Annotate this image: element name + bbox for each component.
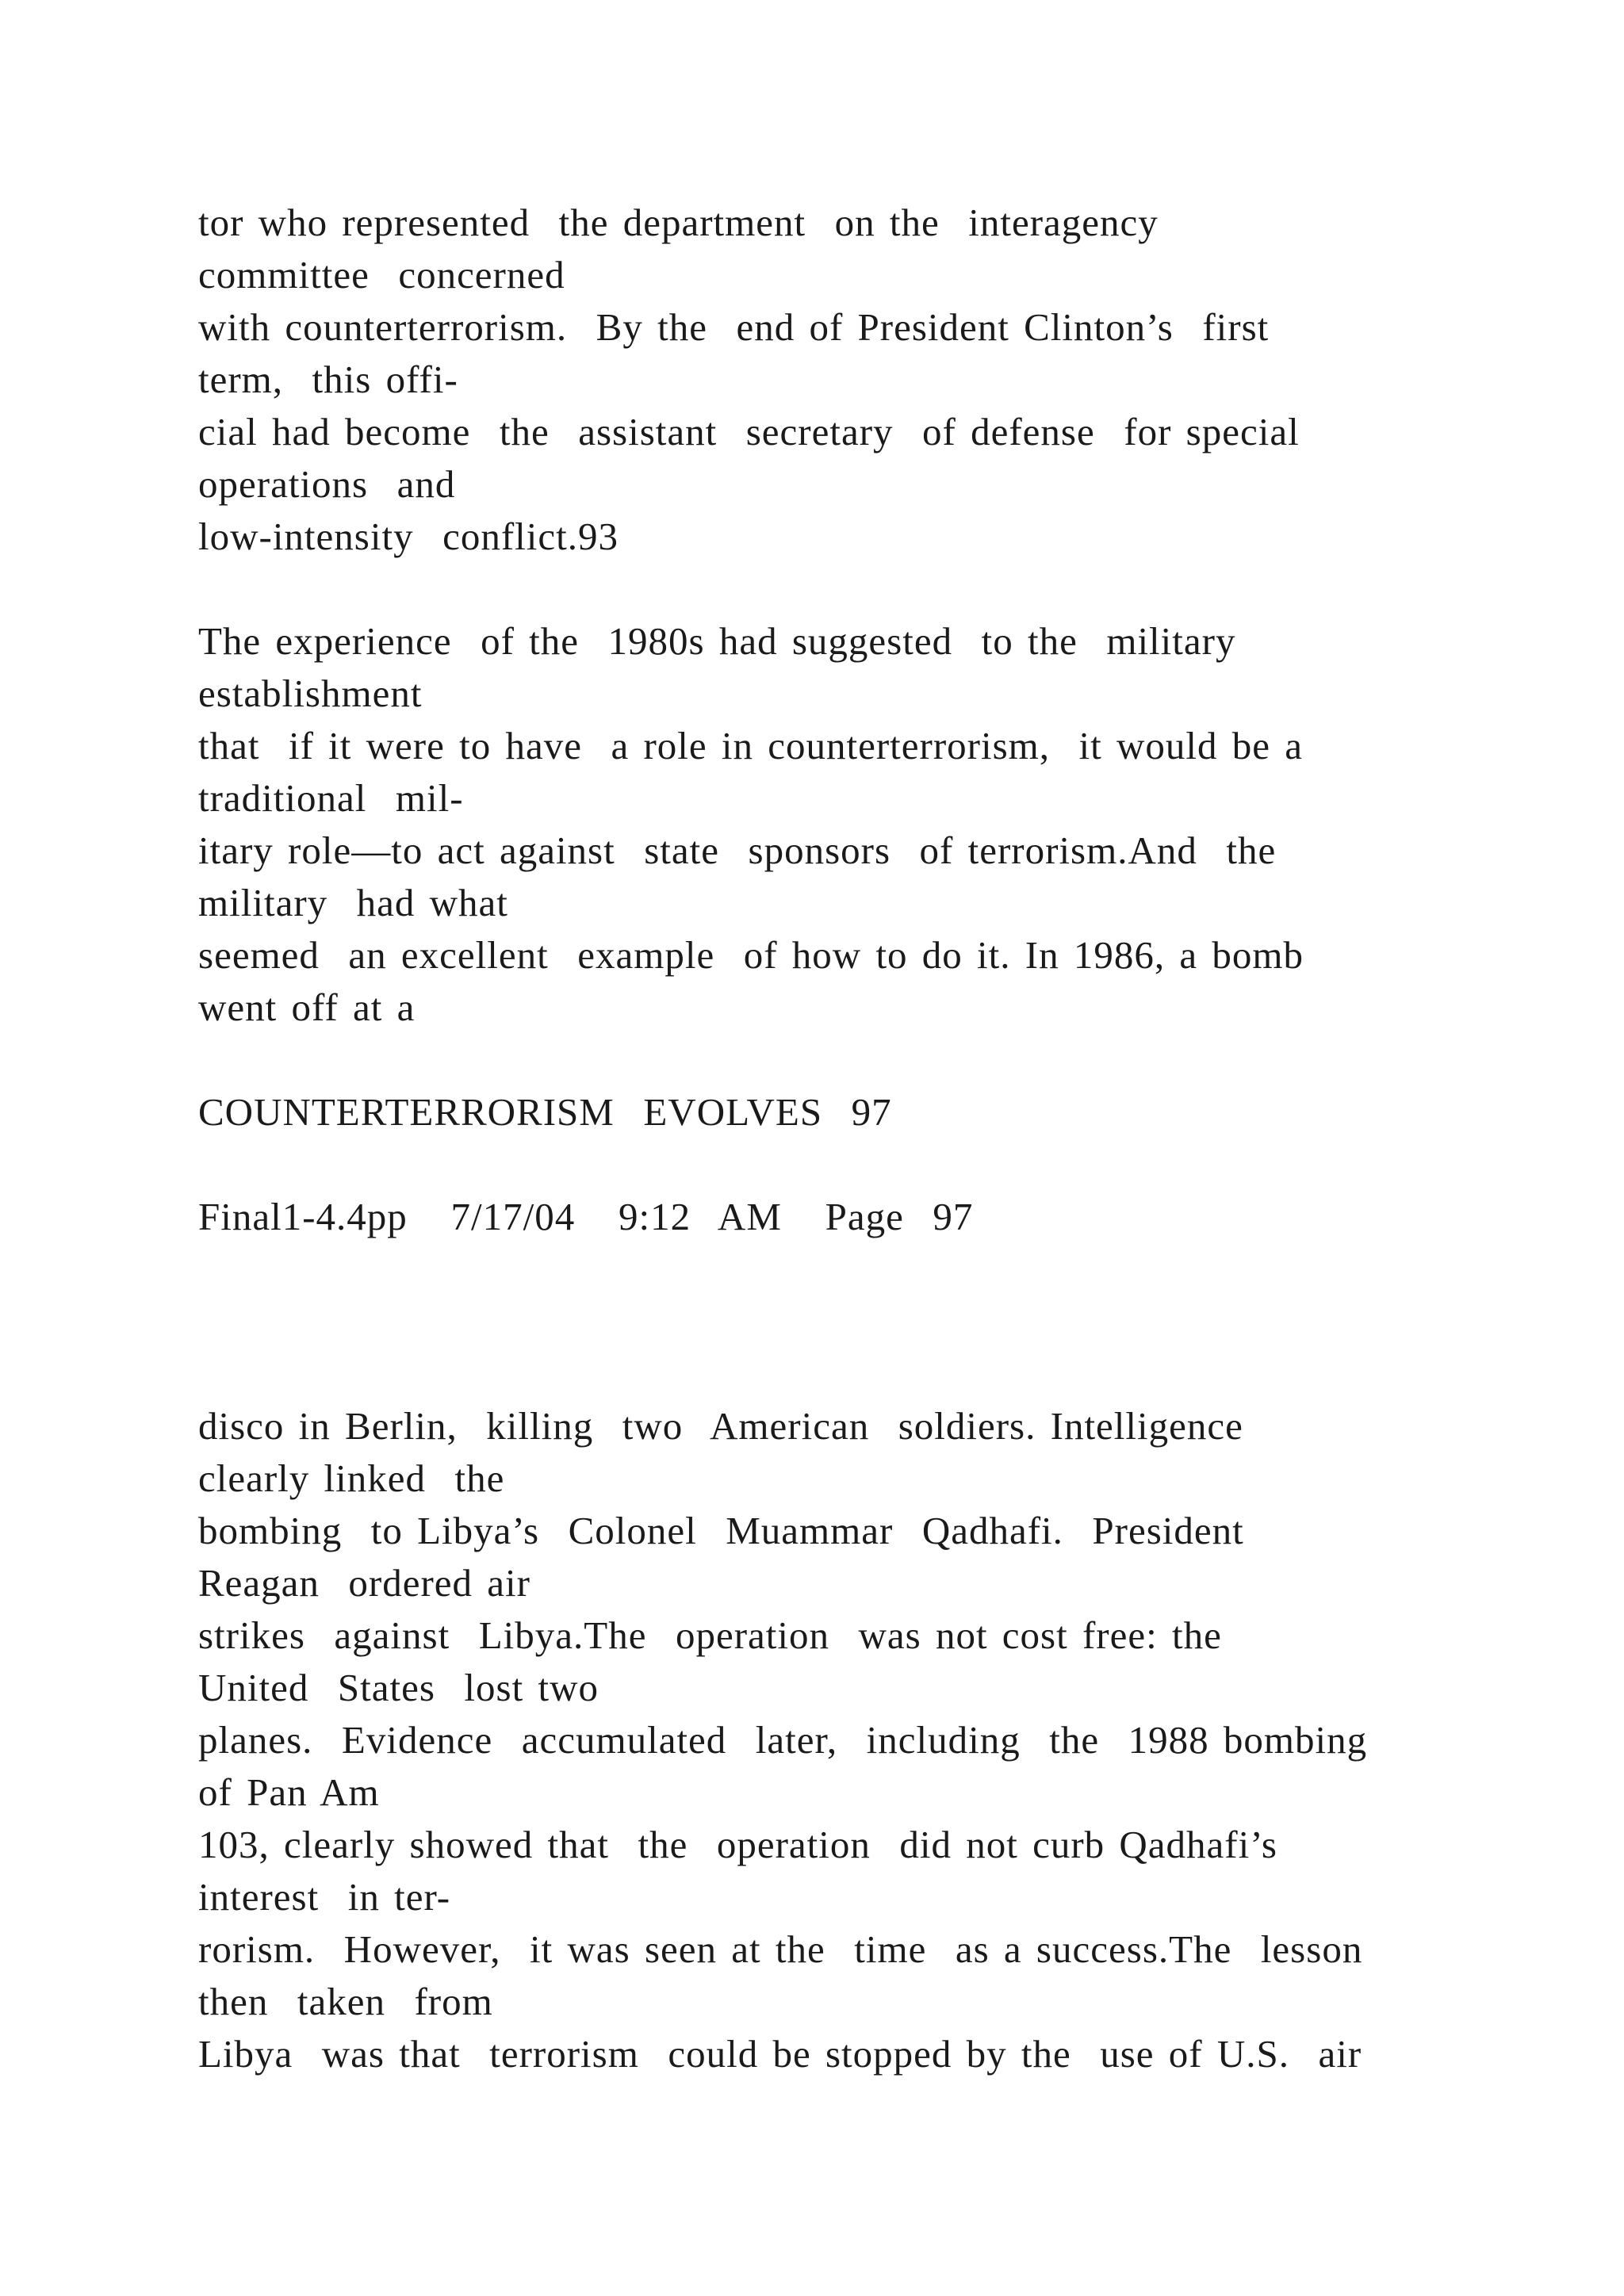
text-line: with counterterrorism. By the end of President Clinton’s first [198, 305, 1270, 349]
paragraph-2 [198, 615, 1562, 1034]
text-line: clearly linked the [198, 1456, 505, 1500]
text-line: low-intensity conflict.93 [198, 515, 619, 558]
text-line: bombing to Libya’s Colonel Muammar Qadhafi. President [198, 1509, 1244, 1552]
text-line: United States lost two [198, 1666, 599, 1709]
text-line: term, this offi- [198, 358, 458, 401]
paragraph-1 [198, 197, 1562, 563]
text-line: disco in Berlin, killing two American soldiers. Intelligence [198, 1404, 1243, 1448]
printer-slug [198, 1191, 1562, 1243]
text-line: military had what [198, 881, 508, 924]
printer-slug-text: Final1-4.4pp 7/17/04 9:12 AM Page 97 [198, 1195, 974, 1238]
text-line: then taken from [198, 1980, 493, 2023]
text-line: strikes against Libya.The operation was not cost free: the [198, 1613, 1222, 1657]
text-line: tor who represented the department on the interagency [198, 201, 1159, 244]
text-line: cial had become the assistant secretary of defense for special [198, 410, 1300, 453]
text-line: traditional mil- [198, 776, 464, 820]
text-line: Reagan ordered air [198, 1561, 530, 1605]
paragraph-3 [198, 1400, 1562, 2080]
text-line: planes. Evidence accumulated later, including the 1988 bombing [198, 1718, 1368, 1762]
running-head-text: COUNTERTERRORISM EVOLVES 97 [198, 1090, 892, 1134]
text-line: Libya was that terrorism could be stopped by the use of U.S. air [198, 2032, 1362, 2076]
text-line: The experience of the 1980s had suggested to the military [198, 619, 1236, 663]
text-line: that if it were to have a role in counterterrorism, it would be a [198, 724, 1304, 767]
text-line: of Pan Am [198, 1770, 380, 1814]
text-line: itary role—to act against state sponsors of terrorism.And the [198, 828, 1277, 872]
text-line: interest in ter- [198, 1875, 451, 1919]
text-line: rorism. However, it was seen at the time as a success.The lesson [198, 1927, 1363, 1971]
text-line: 103, clearly showed that the operation did not curb Qadhafi’s [198, 1823, 1277, 1866]
text-line: committee concerned [198, 253, 565, 297]
text-line: went off at a [198, 985, 416, 1029]
running-head [198, 1086, 1562, 1138]
text-line: seemed an excellent example of how to do it. In 1986, a bomb [198, 933, 1304, 977]
text-line: operations and [198, 462, 456, 506]
text-line: establishment [198, 672, 423, 715]
